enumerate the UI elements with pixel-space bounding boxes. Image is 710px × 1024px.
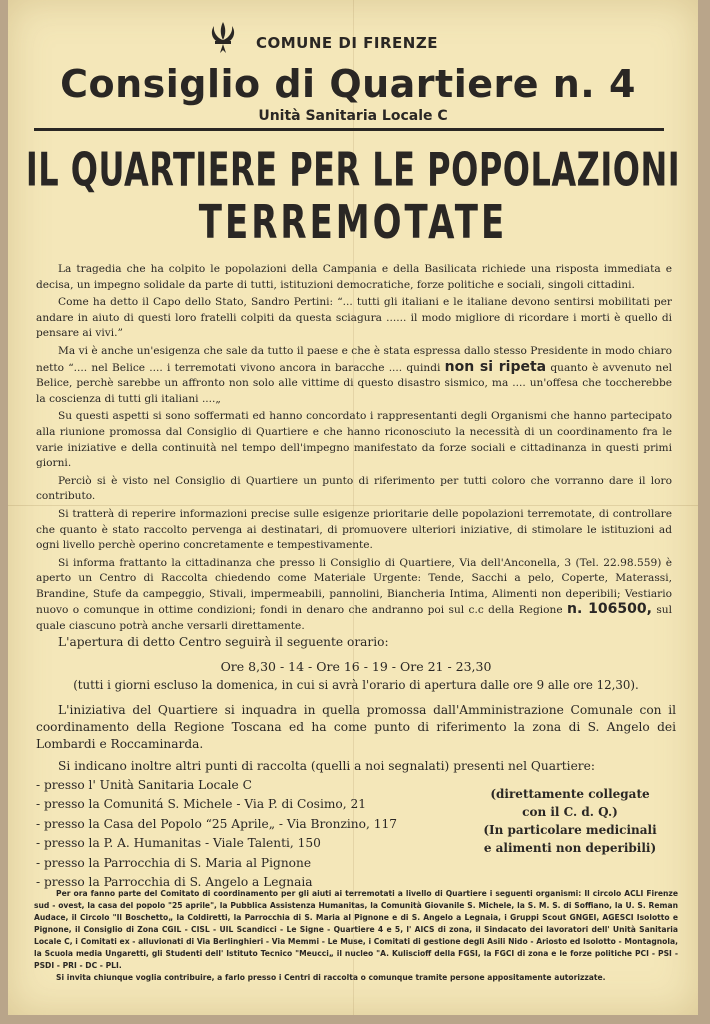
paragraph: La tragedia che ha colpito le popolazioni della Campania e della Basilicata richiede una risposta immediata e decisa, un impegno solidale da parte di tutti, istituzioni democratiche, forze politiche e sociali, singoli cittadini. xyxy=(36,263,672,291)
list-item: - presso la Casa del Popolo “25 Aprile„ - Via Bronzino, 117 xyxy=(36,816,397,831)
poster xyxy=(8,0,698,1015)
list-item: - presso la Parrocchia di S. Maria al Pignone xyxy=(36,855,312,870)
opening-hours: Ore 8,30 - 14 - Ore 16 - 19 - Ore 21 - 23,30 xyxy=(220,659,492,674)
paragraph-text: quanto è avvenuto nel Belice, perchè sarebbe un affronto non solo alle vittime di questo disastro sismico, ma .... un'offesa che toccherebbe la coscienza di tutti gli italiani ....„ xyxy=(36,361,672,405)
committee-text: Per ora fanno parte del Comitato di coordinamento per gli aiuti ai terremotati a livello di Quartiere i seguenti organismi: Il circolo ACLI Firenze sud - ovest, la casa del popolo "25 aprile", la Pubblica Assistenza Humanitas, la Comunità Giovanile S. Michele, la S. M. S. di Soffiano, la U. S. Reman Audace, il Circolo "Il Boschetto„ la Coldiretti, la Parrocchia di S. Maria al Pignone e di S. Angelo a Legnaia, i Gruppi Scout GNGEI, AGESCI Isolotto e Pignone, il Consiglio di Zona CGIL - CISL - UIL Scandicci - Le Signe - Quartiere 4 e 5, l' AICS di zona, il Sindacato dei lavoratori dell' Unità Sanitaria Locale C, i Comitati ex - alluvionati di Via Berlinghieri - Via Memmi - Le Muse, i Comitati di gestione degli Asili Nido - Ariosto ed Isolotto - Montagnola, la Scuola media Ungaretti, gli Studenti dell' Istituto Tecnico "Meucci„ il nucleo "A. Kuliscioff della FGSI, la FGCI di zona e le forze politiche PCI - PSI - PSDI - PRI - DC - PLI. xyxy=(34,889,678,970)
paragraph: Perciò si è visto nel Consiglio di Quartiere un punto di riferimento per tutti coloro che vorranno dare il loro contributo. xyxy=(36,474,672,503)
appeal-body xyxy=(36,262,672,637)
list-item: - presso la Comunitá S. Michele - Via P. di Cosimo, 21 xyxy=(36,797,366,812)
points-intro: Si indicano inoltre altri punti di raccolta (quelli a noi segnalati) presenti nel Quartiere: xyxy=(58,759,595,773)
paragraph-text: sul quale ciascuno potrà anche versarli direttamente. xyxy=(36,604,672,633)
collection-points-note xyxy=(470,785,670,857)
schedule-section xyxy=(36,634,676,695)
initiative-text: L'iniziativa del Quartiere si inquadra in quella promossa dall'Amministrazione Comunale con il coordinamento della Regione Toscana ed ha come punto di riferimento la zona di S. Angelo dei Lombardi e Roccaminarda. xyxy=(36,703,676,751)
list-item: - presso la P. A. Humanitas - Viale Talenti, 150 xyxy=(36,836,321,851)
paragraph-text: Si informa frattanto la cittadinanza che presso li Consiglio di Quartiere, Via dell'Anconella, 3 (Tel. 22.98.559) è aperto un Centro di Raccolta chiedendo come Materiale Urgente: Tende, Sacchi a pelo, Coperte, Materassi, Brandine, Stufe da campeggio, Stivali, impermeabili, pannolini, Biancheria Intima, Alimenti non deperibili; Vestiario nuovo o comunque in ottime condizioni; fondi in denaro che andranno poi sul c.c della Regione xyxy=(36,556,672,617)
florentine-lily-icon xyxy=(208,20,238,56)
health-unit-subtitle: Unità Sanitaria Locale C xyxy=(258,108,448,124)
initiative-section xyxy=(36,702,676,753)
paragraph-text: Ma vi è anche un'esigenza che sale da tutto il paese e che è stata espressa dallo stesso Presidente in modo chiaro netto “.... nel Belice .... i terremotati vivono ancora in baracche .... quindi xyxy=(36,344,672,374)
schedule-intro: L'apertura di detto Centro seguirà il seguente orario: xyxy=(58,635,389,649)
opening-hours-note: (tutti i giorni escluso la domenica, in cui si avrà l'orario di apertura dalle ore 9 alle ore 12,30). xyxy=(73,678,639,692)
emphasis-text: non si ripeta xyxy=(444,358,547,375)
list-item: - presso l' Unità Sanitaria Locale C xyxy=(36,778,252,792)
paragraph xyxy=(36,344,672,407)
headline-line-1: IL QUARTIERE PER LE POPOLAZIONI xyxy=(25,142,681,198)
paragraph: Su questi aspetti si sono soffermati ed hanno concordato i rappresentanti degli Organismi che hanno partecipato alla riunione promossa dal Consiglio di Quartiere e che hanno riconosciuto la necessità di un coordinamento fra le varie iniziative e della continuità nel tempo dell'impegno manifestato da forze sociali e cittadinanza in questi primi giorni. xyxy=(36,410,672,470)
header-divider xyxy=(34,128,664,131)
collection-points-list xyxy=(36,776,456,892)
council-title: Consiglio di Quartiere n. 4 xyxy=(60,62,636,106)
collection-points-intro xyxy=(36,758,676,775)
closing-appeal: Si invita chiunque voglia contribuire, a farlo presso i Centri di raccolta o comunque tramite persone appositamente autorizzate. xyxy=(56,973,606,982)
note-line: con il C. d. Q.) xyxy=(522,805,618,819)
committee-footer xyxy=(34,888,678,984)
paragraph: Si tratterà di reperire informazioni precise sulle esigenze prioritarie delle popolazioni terremotate, di controllare che quanto è stato raccolto pervenga ai destinatari, di promuovere ulteriori iniziative, di stimolare le istituzioni ad ogni livello perchè operino concretamente e tempestivamente. xyxy=(36,507,672,552)
note-line: (direttamente collegate xyxy=(490,787,650,801)
note-line: e alimenti non deperibili) xyxy=(483,841,657,855)
headline-line-2: TERREMOTATE xyxy=(198,196,508,250)
paragraph xyxy=(36,556,672,635)
bank-account-number: n. 106500, xyxy=(566,601,652,618)
issuer-name: COMUNE DI FIRENZE xyxy=(256,34,438,52)
list-item: - presso la Parrocchia di S. Angelo a Legnaia xyxy=(36,875,313,890)
paragraph: Come ha detto il Capo dello Stato, Sandro Pertini: “... tutti gli italiani e le italiane devono sentirsi mobilitati per andare in aiuto di questi loro fratelli colpiti da questa sciagura ...... il modo migliore di ricordare i morti è quello di pensare ai vivi.” xyxy=(36,296,672,340)
note-line: (In particolare medicinali xyxy=(483,823,657,837)
